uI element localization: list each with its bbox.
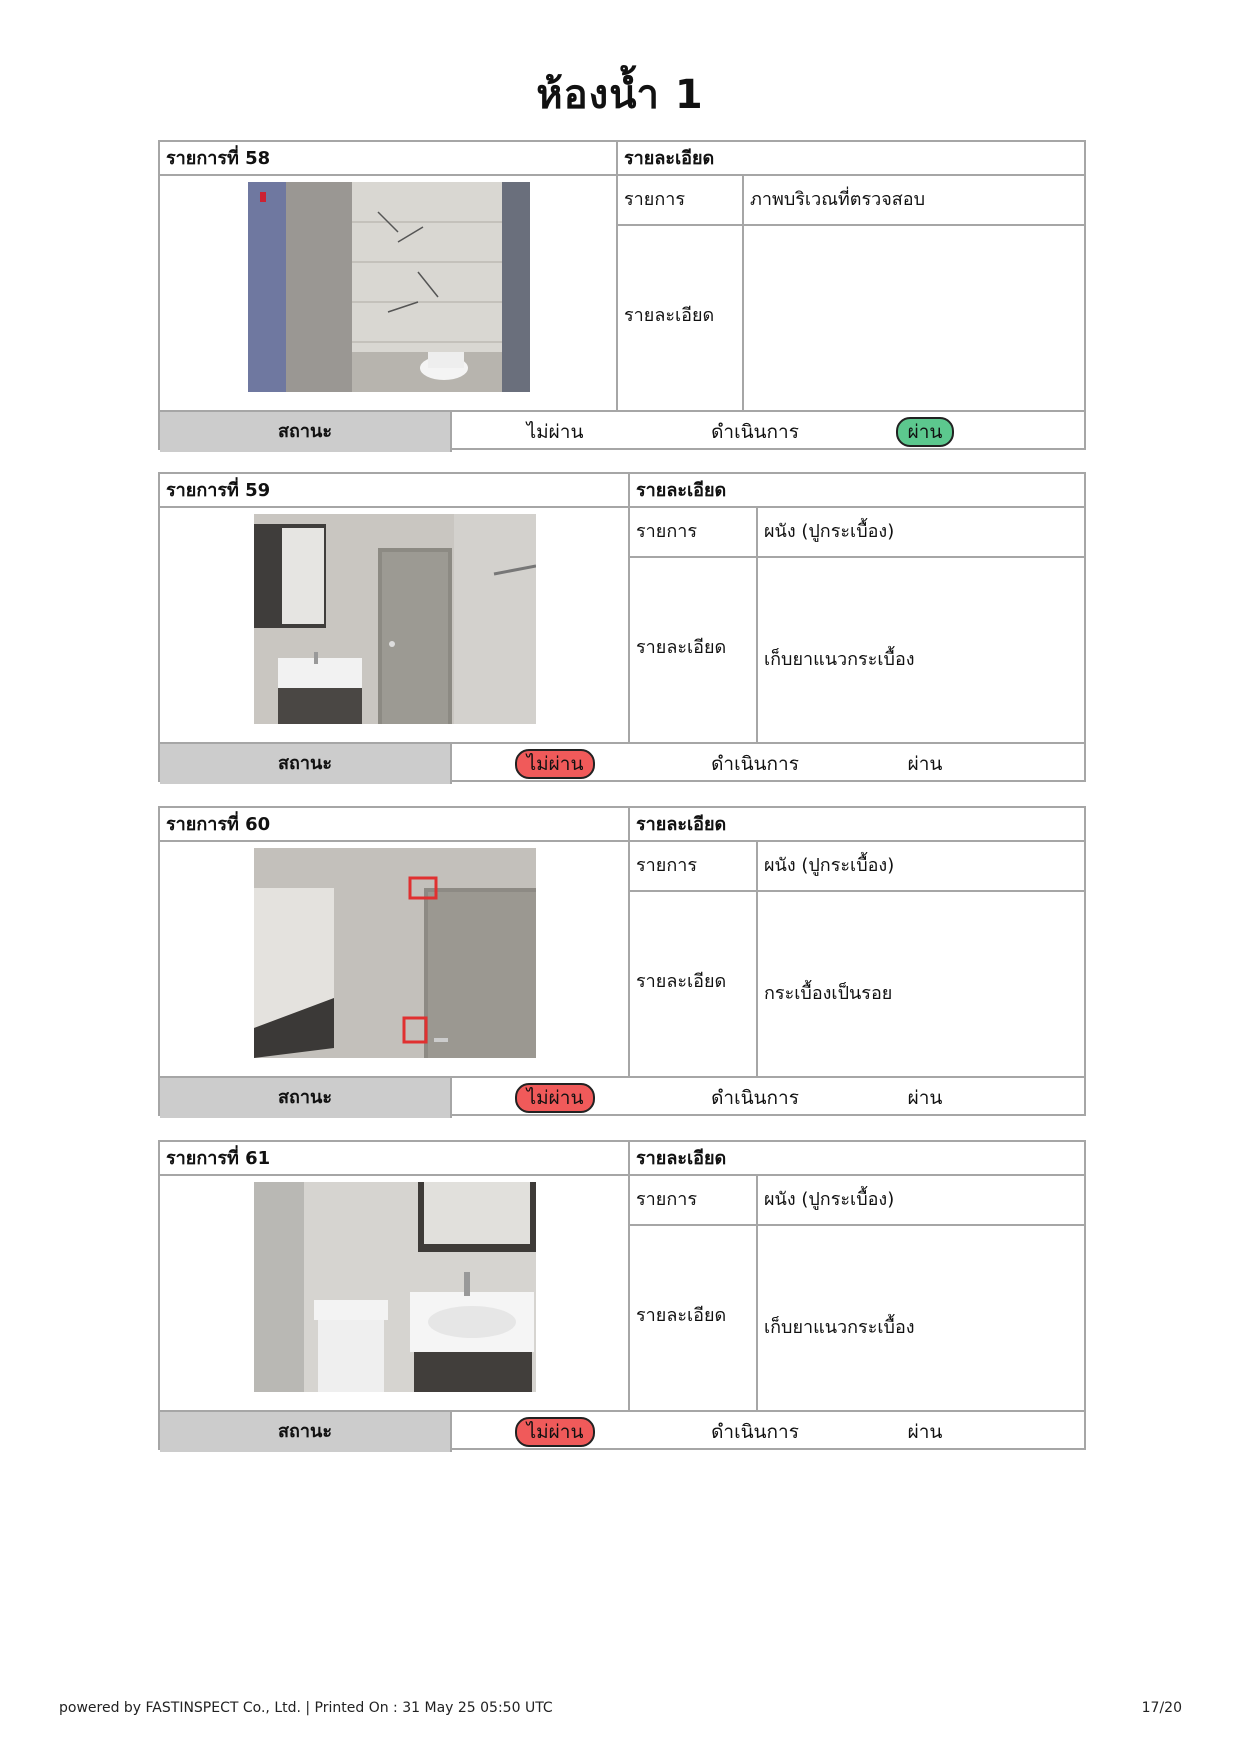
inspection-item-60 <box>158 806 1086 1116</box>
status-option-pass[interactable] <box>880 1078 970 1118</box>
item-number-header: รายการที่ 58 <box>160 142 618 176</box>
status-label: สถานะ <box>160 1078 452 1118</box>
status-option-pass-text: ผ่าน <box>907 1421 943 1443</box>
details-header: รายละเอียด <box>630 808 1084 842</box>
photo-cell <box>160 1176 630 1410</box>
details-header: รายละเอียด <box>630 474 1084 508</box>
item-value: ผนัง (ปูกระเบื้อง) <box>758 508 1084 558</box>
item-label: รายการ <box>630 1176 758 1226</box>
detail-value <box>744 226 1084 410</box>
inspection-photo[interactable] <box>254 1182 536 1392</box>
detail-value: เก็บยาแนวกระเบื้อง <box>764 649 915 670</box>
status-row <box>160 742 1084 784</box>
status-option-fail-text: ไม่ผ่าน <box>526 421 584 443</box>
status-label: สถานะ <box>160 1412 452 1452</box>
item-number-header: รายการที่ 60 <box>160 808 630 842</box>
status-option-pass-selected: ผ่าน <box>896 417 955 447</box>
photo-cell <box>160 508 630 742</box>
details-header: รายละเอียด <box>630 1142 1084 1176</box>
status-option-inprogress-text: ดำเนินการ <box>711 753 799 775</box>
status-option-fail[interactable] <box>500 412 610 452</box>
status-row <box>160 1410 1084 1452</box>
item-number-header: รายการที่ 59 <box>160 474 630 508</box>
status-option-pass[interactable] <box>880 412 970 452</box>
inspection-photo[interactable] <box>248 182 530 392</box>
item-label: รายการ <box>630 842 758 892</box>
item-label: รายการ <box>618 176 744 226</box>
item-value: ผนัง (ปูกระเบื้อง) <box>758 1176 1084 1226</box>
inspection-item-58 <box>158 140 1086 450</box>
detail-label: รายละเอียด <box>630 558 758 742</box>
page-number: 17/20 <box>1141 1700 1182 1716</box>
status-label: สถานะ <box>160 412 452 452</box>
inspection-item-59 <box>158 472 1086 782</box>
status-option-pass-text: ผ่าน <box>907 753 943 775</box>
item-number-header: รายการที่ 61 <box>160 1142 630 1176</box>
detail-label: รายละเอียด <box>630 892 758 1076</box>
status-label: สถานะ <box>160 744 452 784</box>
status-option-inprogress[interactable] <box>690 412 820 452</box>
status-option-fail-selected: ไม่ผ่าน <box>515 749 596 779</box>
status-option-inprogress-text: ดำเนินการ <box>711 421 799 443</box>
details-header: รายละเอียด <box>618 142 1084 176</box>
status-option-pass[interactable] <box>880 744 970 784</box>
footer-printed-info: powered by FASTINSPECT Co., Ltd. | Printed On : 31 May 25 05:50 UTC <box>59 1700 553 1716</box>
status-option-inprogress-text: ดำเนินการ <box>711 1421 799 1443</box>
status-option-fail[interactable] <box>500 1412 610 1452</box>
inspection-photo[interactable] <box>254 514 536 724</box>
status-option-fail-selected: ไม่ผ่าน <box>515 1083 596 1113</box>
photo-cell <box>160 842 630 1076</box>
photo-cell <box>160 176 618 410</box>
status-option-inprogress[interactable] <box>690 744 820 784</box>
detail-label: รายละเอียด <box>618 226 744 410</box>
detail-label: รายละเอียด <box>630 1226 758 1410</box>
detail-value: เก็บยาแนวกระเบื้อง <box>764 1317 915 1338</box>
status-option-fail[interactable] <box>500 744 610 784</box>
status-option-inprogress[interactable] <box>690 1412 820 1452</box>
status-option-inprogress-text: ดำเนินการ <box>711 1087 799 1109</box>
status-option-pass-text: ผ่าน <box>907 1087 943 1109</box>
item-value: ภาพบริเวณที่ตรวจสอบ <box>744 176 1084 226</box>
item-value: ผนัง (ปูกระเบื้อง) <box>758 842 1084 892</box>
status-option-fail[interactable] <box>500 1078 610 1118</box>
status-option-fail-selected: ไม่ผ่าน <box>515 1417 596 1447</box>
inspection-item-61 <box>158 1140 1086 1450</box>
page-title: ห้องน้ำ 1 <box>536 72 704 118</box>
inspection-photo[interactable] <box>254 848 536 1058</box>
status-option-pass[interactable] <box>880 1412 970 1452</box>
item-label: รายการ <box>630 508 758 558</box>
status-option-inprogress[interactable] <box>690 1078 820 1118</box>
status-row <box>160 410 1084 452</box>
detail-value: กระเบื้องเป็นรอย <box>764 983 893 1004</box>
status-row <box>160 1076 1084 1118</box>
